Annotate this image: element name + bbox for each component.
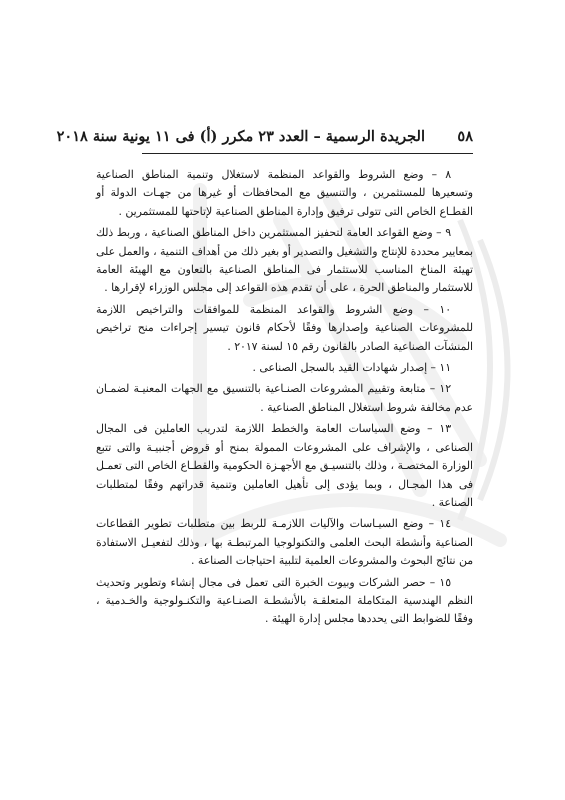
list-item: ١٤ – وضع السيـاسات والآليات اللازمـة للربط بين متطلبات تطوير القطاعات الصناعية وأنشطة البحث العلمى والتكنولوجيا المرتبطـة بها ، وذلك لتفعيـل الاستفادة من نتائج البحوث والمشروعات العلمية لتلبية احتياجات الصناعة . xyxy=(96,517,473,568)
page-number: ٥٨ xyxy=(457,128,473,145)
list-item: ٨ – وضع الشروط والقواعد المنظمة لاستغلال وتنمية المناطق الصناعية وتسعيرها للمستثمرين ، والتنسيق مع المحافظات أو غيرها من جهـات الدولة أو القطـاع الخاص التى تتولى ترفيق وإدارة المناطق الصناعية لإتاحتها للمستثمرين . xyxy=(96,168,473,218)
list-item: ١٥ – حصر الشركات وبيوت الخبرة التى تعمل فى مجال إنشاء وتطوير وتحديث النظم الهندسية المتكاملة المتعلقـة بالأنشطـة الصنـاعية والتكنـولوجية والخـدمية ، وفقًا للضوابط التى يحددها مجلس إدارة الهيئة . xyxy=(96,575,473,626)
list-item: ١٢ – متابعة وتقييم المشروعات الصنـاعية بالتنسيق مع الجهات المعنيـة لضمـان عدم مخالفة شروط استغلال المناطق الصناعية . xyxy=(96,382,473,414)
list-item: ١١ – إصدار شهادات القيد بالسجل الصناعى . xyxy=(252,361,451,375)
document-body xyxy=(96,166,473,632)
page-header xyxy=(56,128,473,150)
list-item: ١٣ – وضع السياسات العامة والخطط اللازمة لتدريب العاملين فى المجال الصناعى ، والإشراف على المشروعات الممولة بمنح أو قروض أجنبيـة والتى تتبع الوزارة المختصـة ، وذلك بالتنسيـق مع الأجهـزة الحكومية والقطـاع الخاص التى تعمـل فى هذا المجـال ، وبما يؤدى إلى تأهيل العاملين وتنمية قدراتهم وفقًا لمتطلبات الصناعة . xyxy=(96,422,473,509)
list-item: ١٠ – وضع الشروط والقواعد المنظمة للموافقات والتراخيص اللازمة للمشروعات الصناعية وإصدارها وفقًا لأحكام قانون تيسير إجراءات منح تراخيص المنشآت الصناعية الصادر بالقانون رقم ١٥ لسنة ٢٠١٧ . xyxy=(96,302,473,353)
gazette-title: الجريدة الرسمية – العدد ٢٣ مكرر (أ) فى ١١ يونية سنة ٢٠١٨ xyxy=(56,128,425,145)
list-item: ٩ – وضع القواعد العامة لتحفيز المستثمرين داخل المناطق الصناعية ، وربط ذلك بمعايير محددة للإنتاج والتشغيل والتصدير أو بغير ذلك من أهداف التنمية ، والعمل على تهيئة المناخ المناسب للاستثمار فى المناطق الصناعية بالتعاون مع الهيئة العامة للاستثمار والمناطق الحرة ، على أن تقدم هذه القواعد إلى مجلس الوزراء لإقرارها . xyxy=(96,226,473,295)
header-divider xyxy=(142,153,473,154)
